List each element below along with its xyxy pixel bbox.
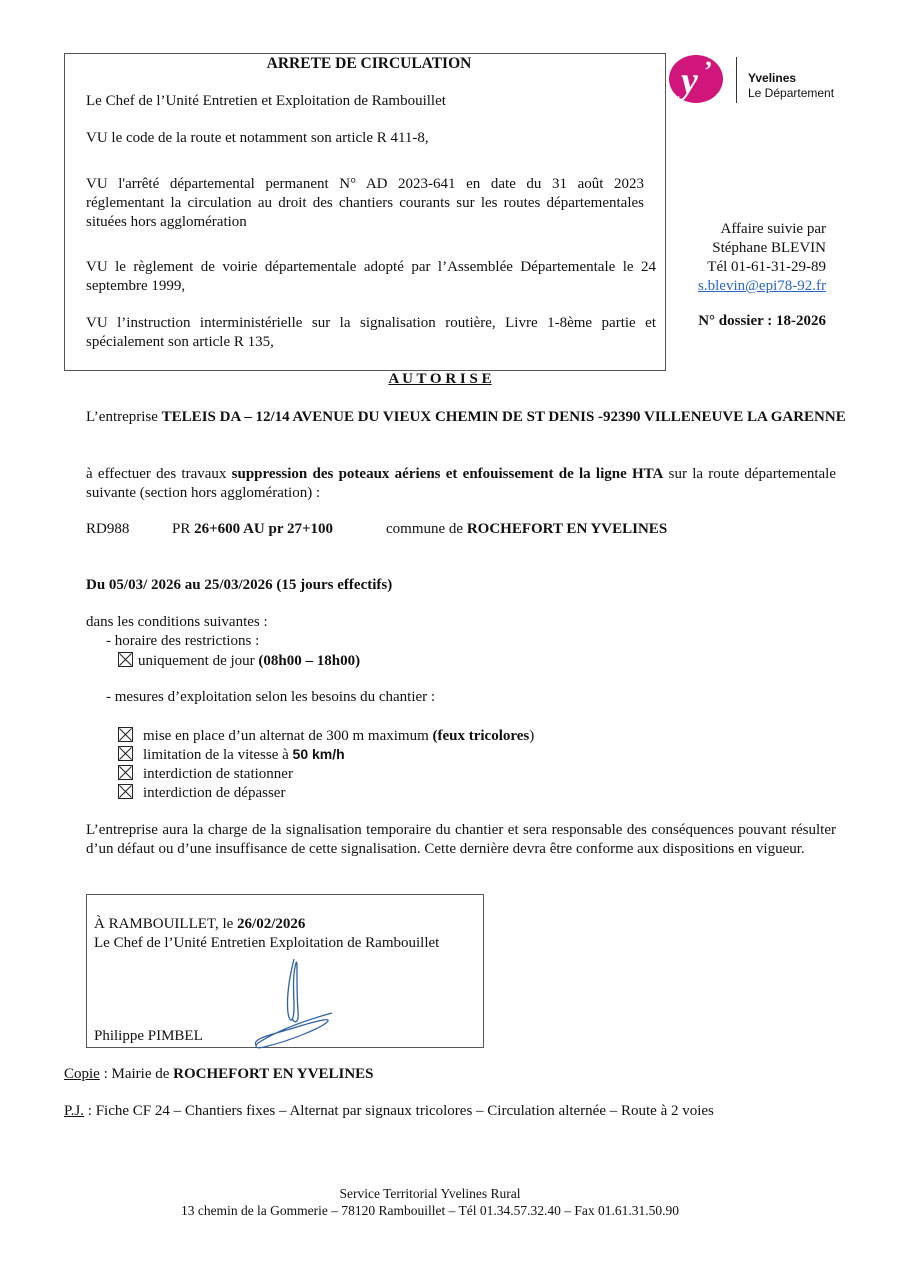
pj-label: P.J.	[64, 1103, 85, 1119]
vu-1: VU le code de la route et notamment son article R 411-8,	[86, 130, 429, 146]
signature-title: Le Chef de l’Unité Entretien Exploitation de Rambouillet	[94, 935, 440, 951]
measure-2-text: limitation de la vitesse à	[143, 747, 293, 763]
company-prefix: L’entreprise	[86, 409, 162, 425]
measure-1-bold: (feux tricolores	[432, 728, 530, 744]
yvelines-logo-icon	[668, 53, 726, 105]
signature-place-date	[94, 916, 305, 933]
dates-line: Du 05/03/ 2026 au 25/03/2026 (15 jours effectifs)	[86, 577, 393, 593]
measure-item	[118, 727, 534, 745]
company-name: TELEIS DA – 12/14 AVENUE DU VIEUX CHEMIN DE ST DENIS -92390 VILLENEUVE LA GARENNE	[161, 409, 846, 425]
checkbox-checked-icon	[118, 652, 133, 667]
footer	[0, 1185, 860, 1219]
route-rd: RD988	[86, 521, 130, 537]
vu-4: VU l’instruction interministérielle sur la signalisation routière, Livre 1-8ème partie et spécialement son article R 135,	[86, 315, 656, 350]
checkbox-checked-icon	[118, 727, 133, 742]
copie-recipient: ROCHEFORT EN YVELINES	[173, 1066, 374, 1082]
pj-text: : Fiche CF 24 – Chantiers fixes – Alternat par signaux tricolores – Circulation alternée – Route à 2 voies	[84, 1103, 714, 1119]
measure-1-end: )	[529, 728, 535, 744]
measure-item	[118, 784, 285, 802]
logo-subtitle: Le Département	[748, 86, 835, 100]
measure-1-text: mise en place d’un alternat de 300 m maximum	[143, 728, 433, 744]
handwritten-signature-icon	[250, 955, 360, 1050]
copie-line	[64, 1066, 374, 1083]
checkbox-checked-icon	[118, 765, 133, 780]
hours-item-text: uniquement de jour	[138, 653, 259, 669]
footer-line1: Service Territorial Yvelines Rural	[339, 1186, 521, 1201]
contact-name: Stéphane BLEVIN	[712, 240, 826, 256]
copie-label: Copie	[64, 1066, 100, 1082]
svg-text:’: ’	[704, 56, 713, 85]
works-suffix: sur la route départementale suivante (section hors agglomération) :	[86, 466, 836, 501]
page-title: ARRETE DE CIRCULATION	[266, 55, 472, 72]
logo-name: Yvelines	[748, 71, 797, 85]
logo-divider	[736, 57, 737, 103]
route-pr	[172, 521, 333, 538]
checkbox-checked-icon	[118, 784, 133, 799]
pj-line	[64, 1103, 714, 1120]
measure-2-bold: 50 km/h	[292, 746, 345, 762]
route-pr-value: 26+600 AU pr 27+100	[194, 521, 334, 537]
vu-3: VU le règlement de voirie départementale adopté par l’Assemblée Départementale le 24 septembre 1999,	[86, 259, 656, 294]
contact-block	[660, 220, 826, 331]
authorise-heading: A U T O R I S E	[388, 371, 492, 387]
checkbox-checked-icon	[118, 746, 133, 761]
contact-phone: Tél 01-61-31-29-89	[707, 259, 826, 275]
copie-text: : Mairie de	[99, 1066, 174, 1082]
signature-place: À RAMBOUILLET, le	[94, 916, 238, 932]
responsibility-paragraph: L’entreprise aura la charge de la signalisation temporaire du chantier et sera responsable des conséquences pouvant résulter d’un défaut ou d’une insuffisance de cette signalisation. Cette dernière devra être conforme aux dispositions en vigueur.	[86, 822, 836, 857]
hours-label: - horaire des restrictions :	[106, 633, 260, 649]
route-pr-label: PR	[172, 521, 195, 537]
works-prefix: à effectuer des travaux	[86, 466, 232, 482]
route-commune-name: ROCHEFORT EN YVELINES	[466, 521, 668, 537]
route-commune-label: commune de	[386, 521, 467, 537]
conditions-intro: dans les conditions suivantes :	[86, 614, 268, 630]
measure-item	[118, 746, 345, 764]
intro-text: Le Chef de l’Unité Entretien et Exploitation de Rambouillet	[86, 93, 446, 109]
signature-date: 26/02/2026	[237, 916, 306, 932]
signatory-name: Philippe PIMBEL	[94, 1028, 203, 1044]
hours-item	[118, 652, 360, 670]
dossier-number: N° dossier : 18-2026	[698, 313, 826, 329]
measure-4-text: interdiction de dépasser	[143, 785, 286, 801]
contact-line1: Affaire suivie par	[720, 221, 826, 237]
company-paragraph	[86, 408, 866, 427]
svg-text:y: y	[681, 60, 698, 102]
measure-item	[118, 765, 293, 783]
route-commune	[386, 521, 667, 538]
measure-3-text: interdiction de stationner	[143, 766, 293, 782]
yvelines-logo	[668, 53, 848, 107]
vu-2: VU l'arrêté départemental permanent N° AD 2023-641 en date du 31 août 2023 réglementant la circulation au droit des chantiers courants sur les routes départementales situées hors agglomération	[86, 176, 644, 230]
contact-email-link[interactable]: s.blevin@epi78-92.fr	[698, 278, 826, 294]
works-description: suppression des poteaux aériens et enfouissement de la ligne HTA	[231, 466, 664, 482]
works-paragraph	[86, 465, 836, 503]
hours-item-bold: (08h00 – 18h00)	[258, 653, 361, 669]
footer-line2: 13 chemin de la Gommerie – 78120 Rambouillet – Tél 01.34.57.32.40 – Fax 01.61.31.50.90	[180, 1203, 680, 1218]
measures-label: - mesures d’exploitation selon les besoins du chantier :	[106, 689, 436, 705]
